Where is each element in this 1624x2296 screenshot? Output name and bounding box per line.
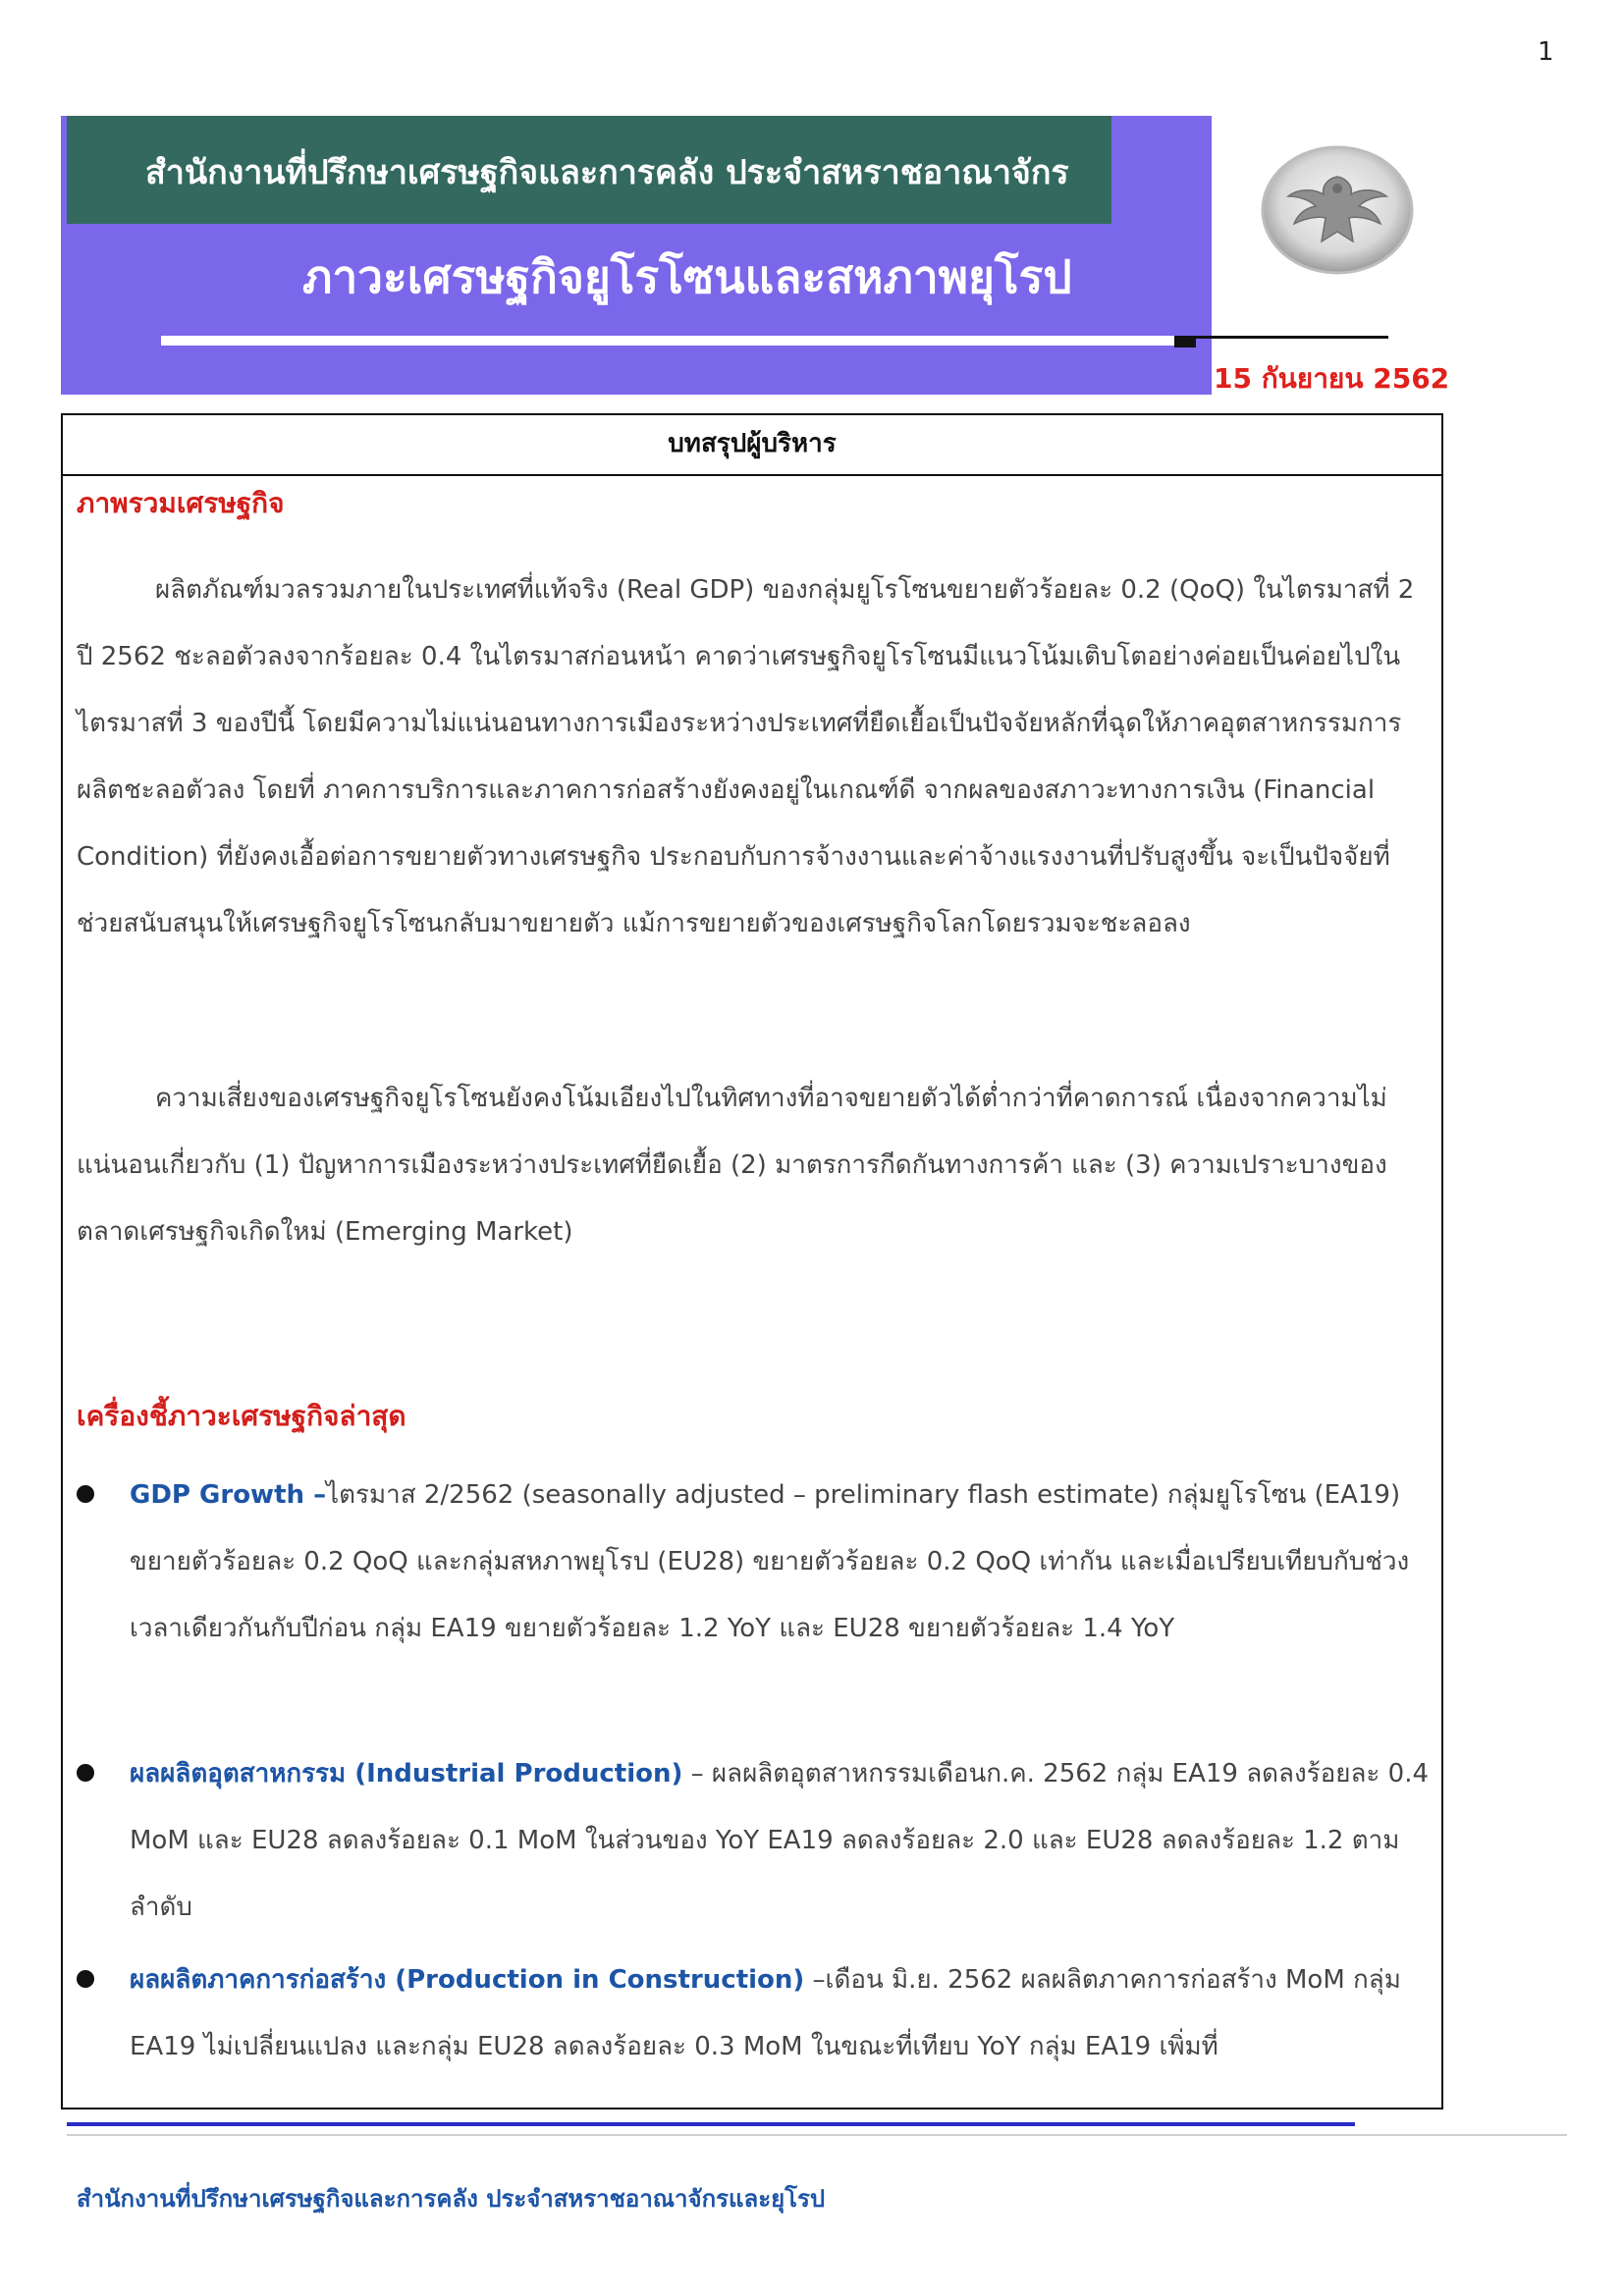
bullet-gdp-growth-text [130,1462,1432,1662]
bullet-industrial-production [77,1740,1432,1941]
overview-heading: ภาพรวมเศรษฐกิจ [77,487,285,519]
bullet-gdp-growth [77,1462,1432,1662]
bullet-construction-text [130,1947,1432,2080]
office-title: สำนักงานที่ปรึกษาเศรษฐกิจและการคลัง ประจำสหราชอาณาจักร [145,153,1069,192]
bullet-construction-label: ผลผลิตภาคการก่อสร้าง (Production in Construction) [130,1965,805,1995]
bullet-construction [77,1947,1432,2080]
bullet-gdp-growth-body: ไตรมาส 2/2562 (seasonally adjusted – preliminary flash estimate) กลุ่มยูโรโซน (EA19) ขยายตัวร้อยละ 0.2 QoQ และกลุ่มสหภาพยุโรป (EU28) ขยายตัวร้อยละ 0.2 QoQ เท่ากัน และเมื่อเปรียบเทียบกับช่วงเวลาเดียวกันกับปีก่อน กลุ่ม EA19 ขยายตัวร้อยละ 1.2 YoY และ EU28 ขยายตัวร้อยละ 1.4 YoY [130,1480,1410,1643]
footer-office-name: สำนักงานที่ปรึกษาเศรษฐกิจและการคลัง ประจำสหราชอาณาจักรและยุโรป [77,2185,826,2213]
executive-summary-box [61,413,1443,2109]
bullet-industrial-production-label: ผลผลิตอุตสาหกรรม (Industrial Production) [130,1759,683,1789]
footer-blue-rule [67,2122,1355,2126]
overview-paragraph-1 [77,557,1432,957]
rule-tab [1174,336,1196,347]
footer-gray-rule [67,2134,1567,2136]
garuda-emblem-logo [1259,145,1416,275]
overview-paragraph-2 [77,1065,1432,1265]
report-date: 15 กันยายน 2562 [1214,362,1450,395]
title-underline [161,336,1174,346]
bullet-industrial-production-text [130,1740,1432,1941]
report-title: ภาวะเศรษฐกิจยูโรโซนและสหภาพยุโรป [302,250,1072,303]
overview-paragraph-1-text: ผลิตภัณฑ์มวลรวมภายในประเทศที่แท้จริง (Real GDP) ของกลุ่มยูโรโซนขยายตัวร้อยละ 0.2 (QoQ) ในไตรมาสที่ 2 ปี 2562 ชะลอตัวลงจากร้อยละ 0.4 ในไตรมาสก่อนหน้า คาดว่าเศรษฐกิจยูโรโซนมีแนวโน้มเติบโตอย่างค่อยเป็นค่อยไปในไตรมาสที่ 3 ของปีนี้ โดยมีความไม่แน่นอนทางการเมืองระหว่างประเทศที่ยืดเยื้อเป็นปัจจัยหลักที่ฉุดให้ภาคอุตสาหกรรมการผลิตชะลอตัวลง โดยที่ ภาคการบริการและภาคการก่อสร้างยังคงอยู่ในเกณฑ์ดี จากผลของสภาวะทางการเงิน (Financial Condition) ที่ยังคงเอื้อต่อการขยายตัวทางเศรษฐกิจ ประกอบกับการจ้างงานและค่าจ้างแรงงานที่ปรับสูงขึ้น จะเป็นปัจจัยที่ช่วยสนับสนุนให้เศรษฐกิจยูโรโซนกลับมาขยายตัว แม้การขยายตัวของเศรษฐกิจโลกโดยรวมจะชะลอลง [77,575,1415,938]
bullet-dot [77,1970,94,1988]
bullet-construction-body: –เดือน มิ.ย. 2562 ผลผลิตภาคการก่อสร้าง MoM กลุ่ม EA19 ไม่เปลี่ยนแปลง และกลุ่ม EU28 ลดลงร้อยละ 0.3 MoM ในขณะที่เทียบ YoY กลุ่ม EA19 เพิ่มที่ [130,1965,1401,2061]
date-rule [1196,336,1388,339]
summary-heading: บทสรุปผู้บริหาร [63,415,1441,476]
bullet-dot [77,1485,94,1503]
overview-paragraph-2-text: ความเสี่ยงของเศรษฐกิจยูโรโซนยังคงโน้มเอียงไปในทิศทางที่อาจขยายตัวได้ต่ำกว่าที่คาดการณ์ เนื่องจากความไม่แน่นอนเกี่ยวกับ (1) ปัญหาการเมืองระหว่างประเทศที่ยืดเยื้อ (2) มาตรการกีดกันทางการค้า และ (3) ความเปราะบางของตลาดเศรษฐกิจเกิดใหม่ (Emerging Market) [77,1084,1387,1247]
bullet-industrial-production-body: – ผลผลิตอุตสาหกรรมเดือนก.ค. 2562 กลุ่ม EA19 ลดลงร้อยละ 0.4 MoM และ EU28 ลดลงร้อยละ 0.1 MoM ในส่วนของ YoY EA19 ลดลงร้อยละ 2.0 และ EU28 ลดลงร้อยละ 1.2 ตามลำดับ [130,1759,1430,1922]
bullet-dot [77,1764,94,1782]
indicators-heading: เครื่องชี้ภาวะเศรษฐกิจล่าสุด [77,1400,406,1432]
bullet-gdp-growth-label: GDP Growth – [130,1480,327,1510]
page-number: 1 [1538,37,1554,67]
